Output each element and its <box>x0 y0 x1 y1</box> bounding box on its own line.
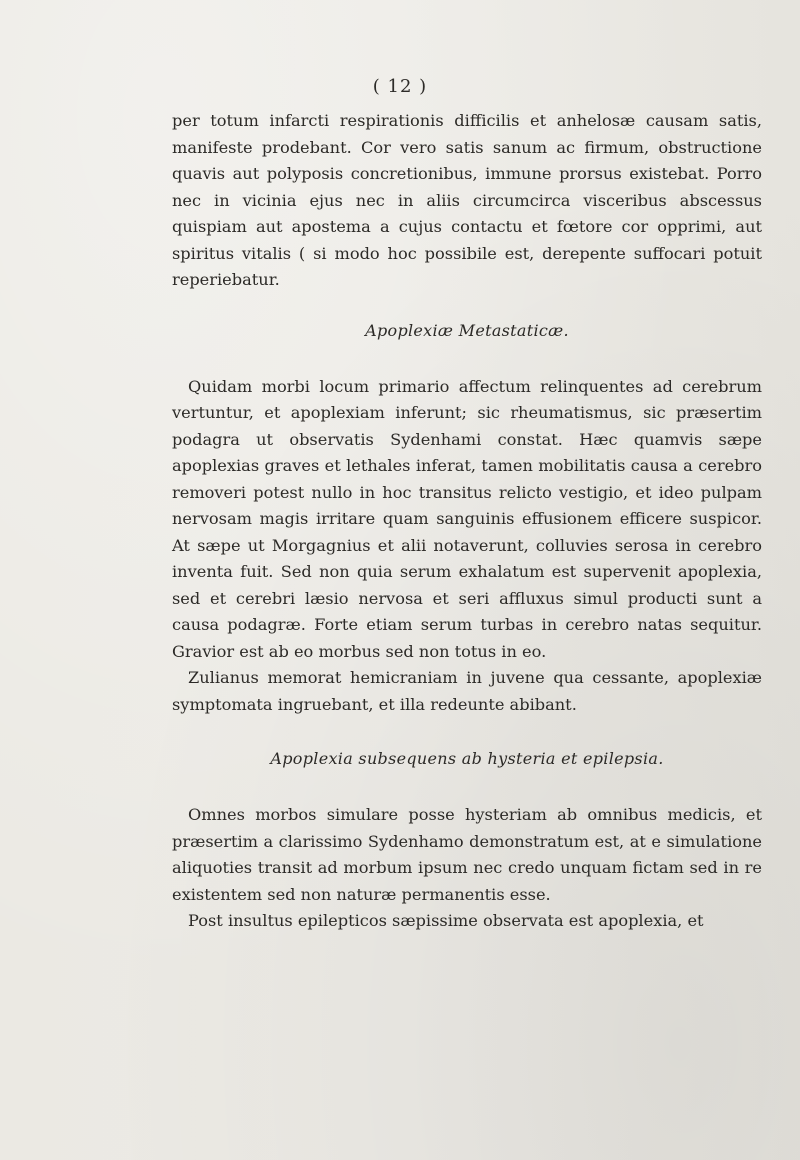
paragraph-metastatic: Quidam morbi locum primario affectum relinquentes ad cerebrum vertuntur, et apoplexiam inferunt; sic rheumatismus, sic præsertim podagra ut observatis Sydenhami constat. Hæc quamvis sæpe apoplexias graves et lethales inferat, tamen mobilitatis causa a cerebro removeri potest nullo in hoc transitus relicto vestigio, et ideo pulpam nervosam magis irritare quam sanguinis effusionem efficere suspicor. At sæpe ut Morgagnius et alii notaverunt, colluvies serosa in cerebro inventa fuit. Sed non quia serum exhalatum est supervenit apoplexia, sed et cerebri læsio nervosa et seri affluxus simul producti sunt a causa podagræ. Forte etiam serum turbas in cerebro natas sequitur. Gravior est ab eo morbus sed non totus in eo. <box>172 376 762 661</box>
section-heading-apoplexiae-metastaticae: Apoplexiæ Metastaticæ. <box>365 320 569 340</box>
page-number: ( 12 ) <box>372 76 428 97</box>
paragraph-continued: per totum infarcti respirationis difficilis et anhelosæ causam satis, manifeste prodebant. Cor vero satis sanum ac firmum, obstructione quavis aut polyposis concretionibus, immune prorsus existebat. Porro nec in vicinia ejus nec in aliis circumcirca visceribus abscessus quispiam aut apostema a cujus contactu et fœtore cor opprimi, aut spiritus vitalis ( si modo hoc possibile est, derepente suffocari potuit reperiebatur. <box>172 111 762 289</box>
page-body <box>172 108 762 935</box>
paragraph-epileptic: Post insultus epilepticos sæpissime observata est apoplexia, et <box>188 911 704 930</box>
paragraph-zulianus: Zulianus memorat hemicraniam in juvene qua cessante, apoplexiæ symptomata ingruebant, et illa redeunte abibant. <box>172 668 762 714</box>
paragraph-hysteria: Omnes morbos simulare posse hysteriam ab omnibus medicis, et præsertim a clarissimo Sydenhamo demonstratum est, at e simulatione aliquoties transit ad morbum ipsum nec credo unquam fictam sed in re existentem sed non naturæ permanentis esse. <box>172 805 762 904</box>
section-heading-hysteria-epilepsia: Apoplexia subsequens ab hysteria et epilepsia. <box>270 749 664 768</box>
